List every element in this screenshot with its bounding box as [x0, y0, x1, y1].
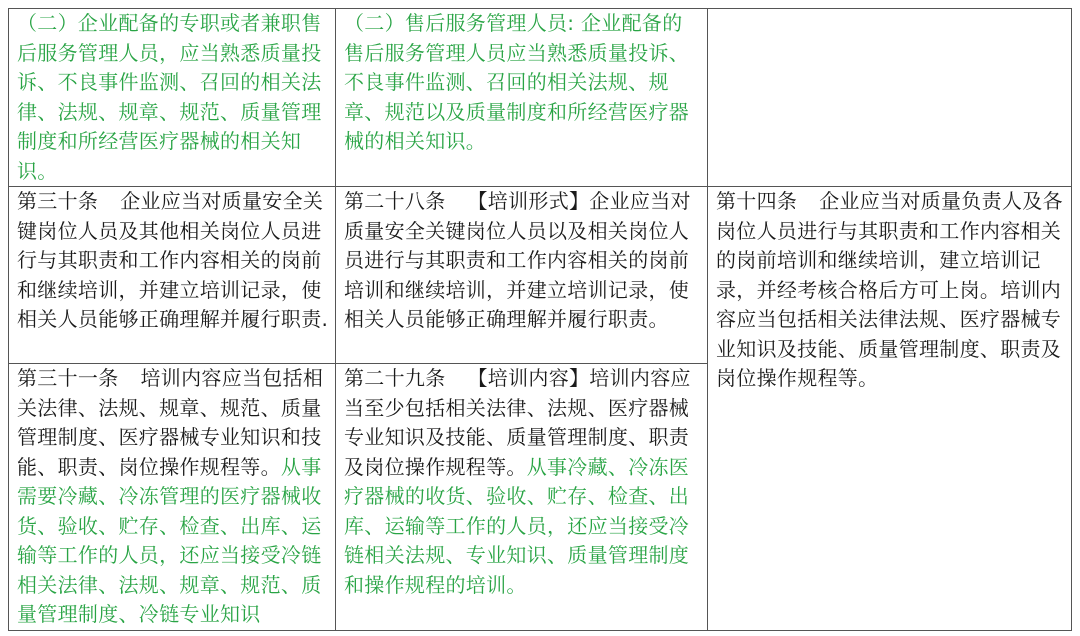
regulation-comparison-table	[8, 8, 1072, 631]
table-cell-merged	[708, 187, 1072, 631]
table-cell	[336, 364, 708, 631]
cell-text-green: 从事需要冷藏、冷冻管理的医疗器械收货、验收、贮存、检查、出库、运输等工作的人员，还应当接受冷链相关法律、法规、规章、规范、质量管理制度、冷链专业知识	[17, 454, 322, 626]
table-row	[9, 9, 1072, 187]
article-number: 第二十八条	[344, 189, 446, 213]
cell-text: 培训内容应当包括相关法律、法规、规章、规范、质量管理制度、医疗器械专业知识和技能、职责、岗位操作规程等。	[17, 366, 324, 479]
cell-text-green: 从事冷藏、冷冻医疗器械的收货、验收、贮存、检查、出库、运输等工作的人员，还应当接受冷链相关法规、专业知识、质量管理制度和操作规程的培训。	[344, 454, 690, 597]
cell-text: 企业应当对质量负责人及各岗位人员进行与其职责和工作内容相关的岗前培训和继续培训，建立培训记录，并经考核合格后方可上岗。培训内容应当包括相关法律法规、医疗器械专业知识及技能、质量管理制度、职责及岗位操作规程等。	[716, 189, 1063, 390]
article-number: 第十四条	[716, 189, 798, 213]
table-cell	[336, 187, 708, 364]
cell-text: 【培训形式】企业应当对质量安全关键岗位人员以及相关岗位人员进行与其职责和工作内容相关的岗前培训和继续培训，并建立培训记录，使相关人员能够正确理解并履行职责。	[344, 189, 691, 331]
cell-text-green: （二）售后服务管理人员: 企业配备的售后服务管理人员应当熟悉质量投诉、不良事件监测、召回的相关法规、规章、规范以及质量制度和所经营医疗器械的相关知识。	[344, 11, 690, 153]
table-cell	[9, 9, 336, 187]
table-row	[9, 187, 1072, 364]
article-number: 第二十九条	[344, 366, 446, 390]
table-cell	[336, 9, 708, 187]
cell-text: 【培训内容】培训内容应当至少包括相关法律、法规、医疗器械专业知识及技能、质量管理制度、职责及岗位操作规程等。	[344, 366, 691, 479]
cell-text: 企业应当对质量安全关键岗位人员及其他相关岗位人员进行与其职责和工作内容相关的岗前和继续培训，并建立培训记录，使相关人员能够正确理解并履行职责.	[17, 189, 329, 331]
cell-text-green: （二）企业配备的专职或者兼职售后服务管理人员，应当熟悉质量投诉、不良事件监测、召回的相关法律、法规、规章、规范、质量管理制度和所经营医疗器械的相关知识。	[17, 11, 322, 183]
article-number: 第三十一条	[17, 366, 119, 390]
table-cell	[9, 187, 336, 364]
table-cell	[9, 364, 336, 631]
article-number: 第三十条	[17, 189, 99, 213]
table-cell-empty	[708, 9, 1072, 187]
